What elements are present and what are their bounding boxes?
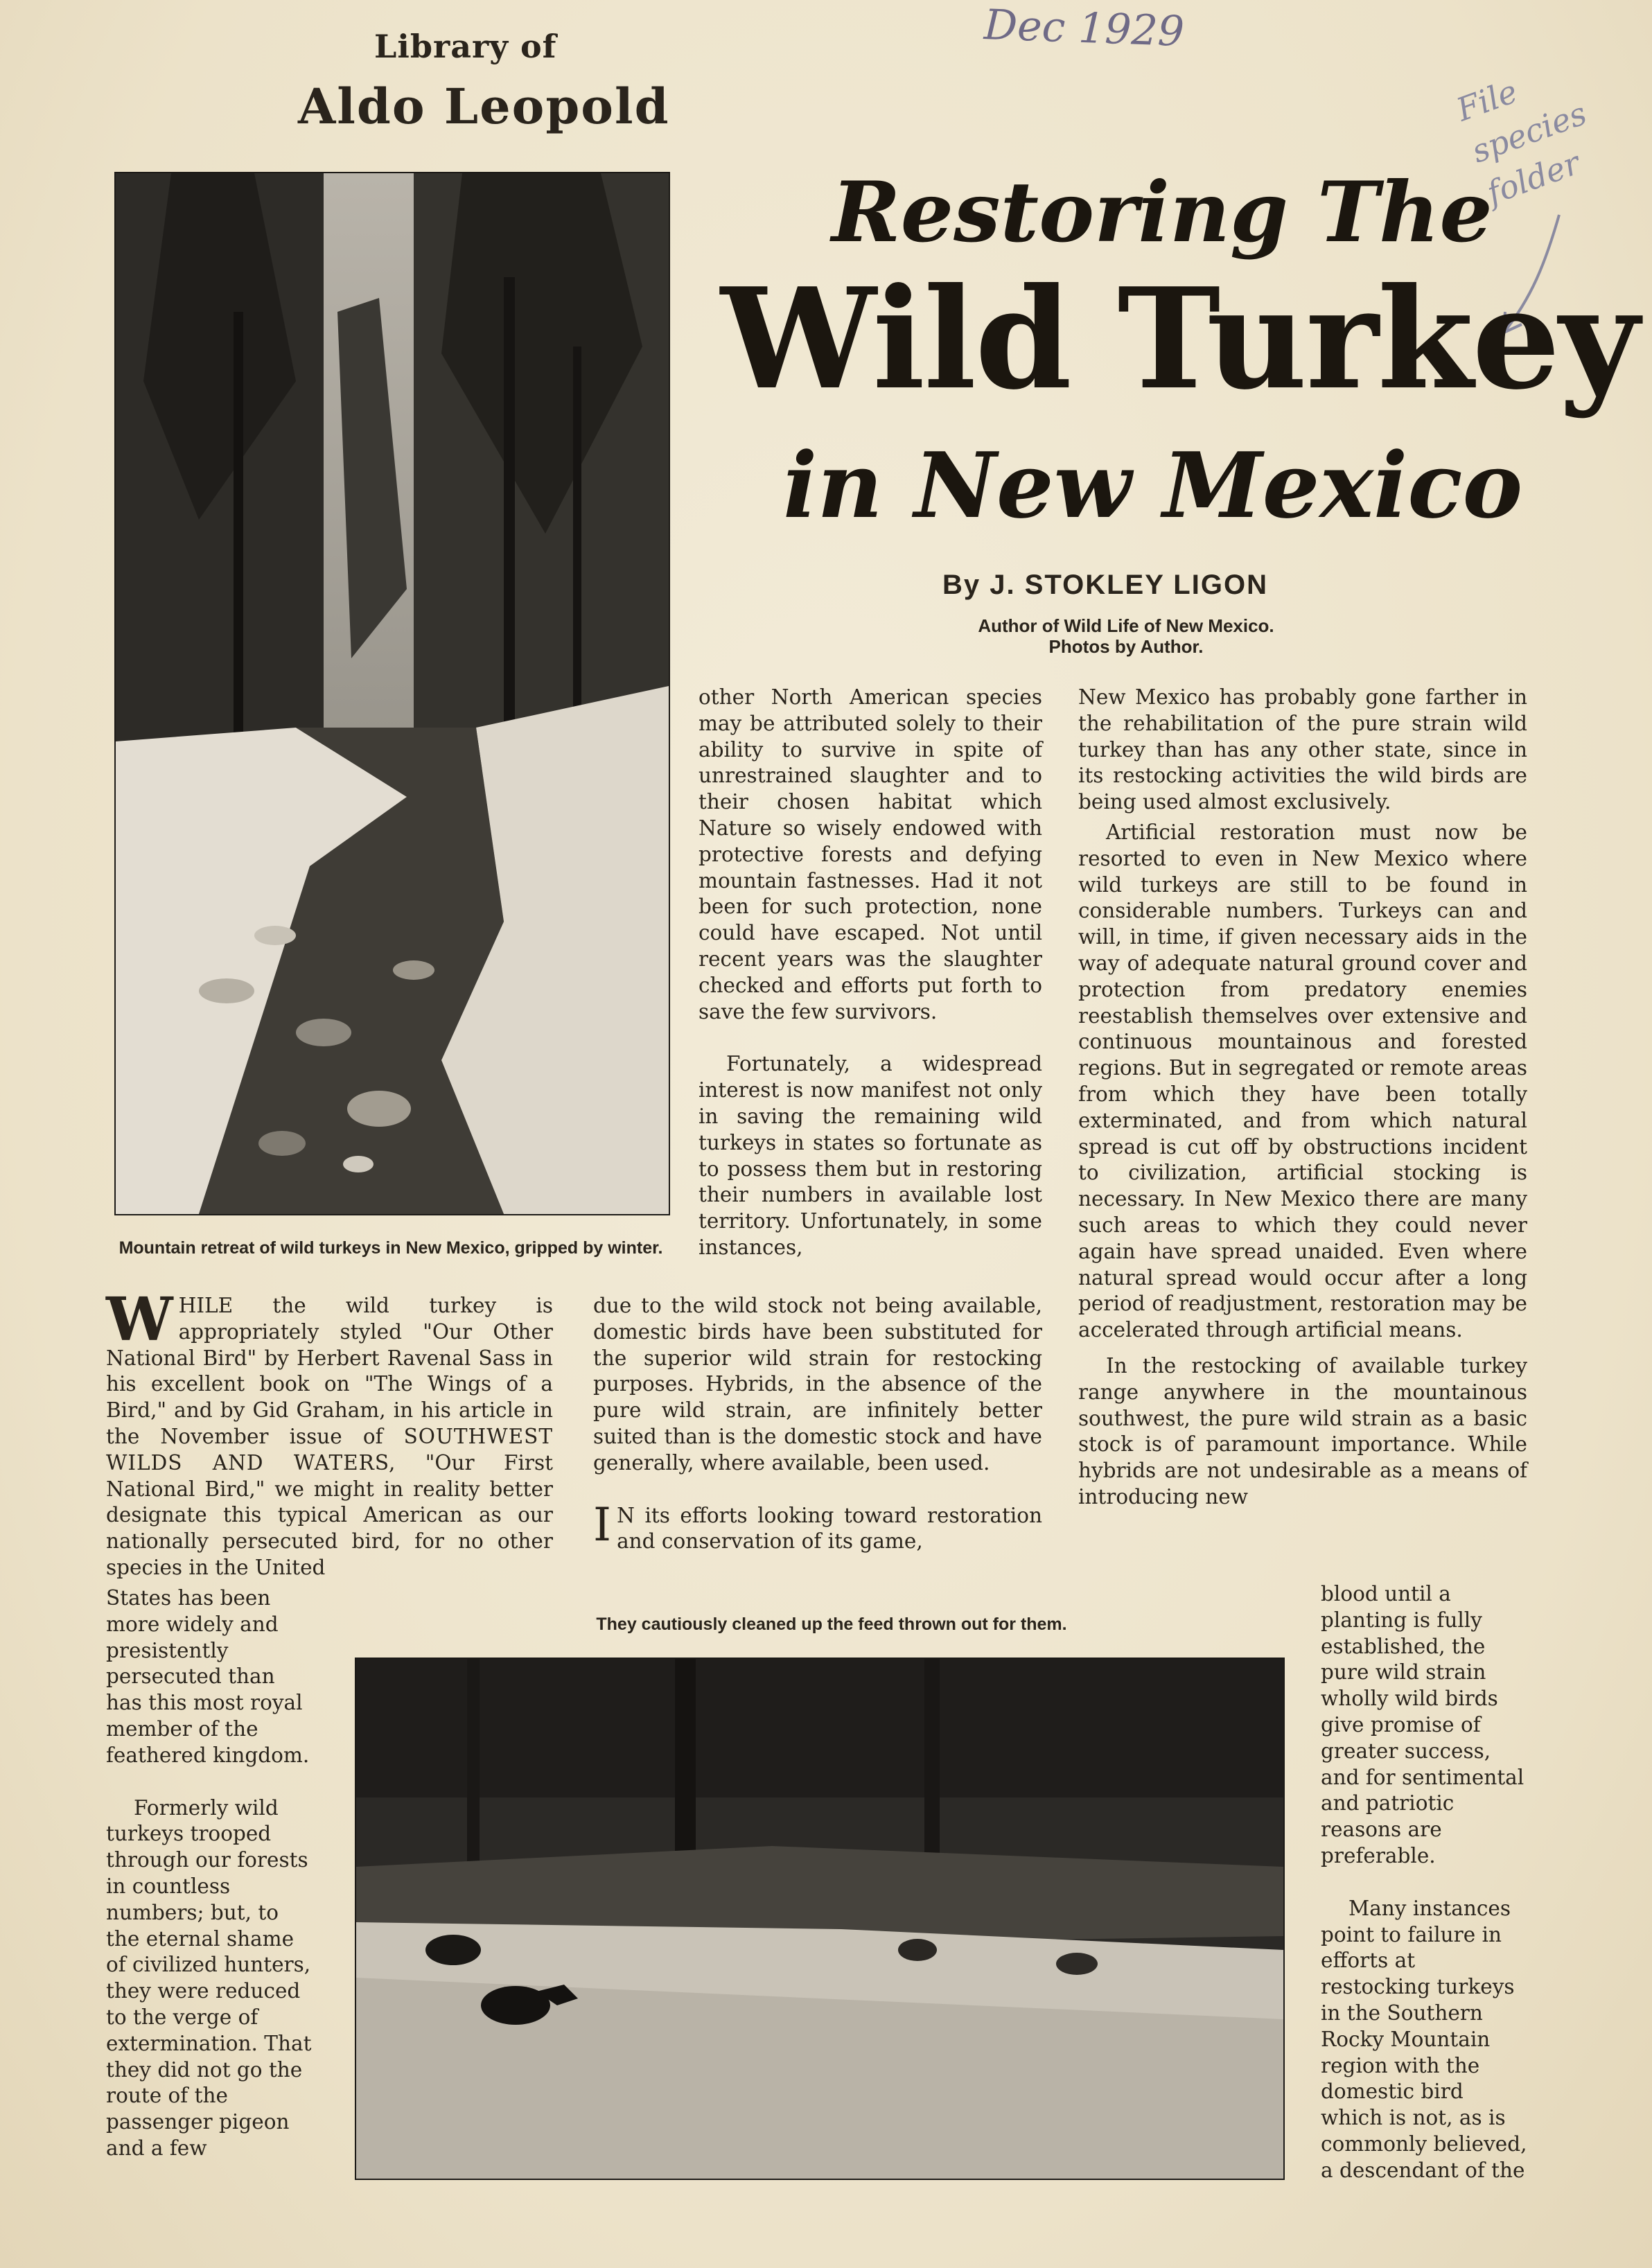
photo-caption-top: Mountain retreat of wild turkeys in New Mexico, gripped by winter. (118, 1238, 663, 1258)
photo-turkeys-feeding-image (356, 1659, 1283, 2179)
handwritten-note: File species folder (1451, 72, 1592, 212)
magazine-name: SOUTHWEST WILDS AND WATERS, (106, 1424, 553, 1475)
title-line-2: Wild Turkey (721, 258, 1638, 421)
article-column-right-narrow-paragraph-2: Many instances point to failure in efforts at restocking turkeys in the Southern Rocky Mountain region with the domestic bird which is not, as is commonly believed, a descendant of the (1321, 1896, 1527, 2182)
author-credit-line1: Author of Wild Life of New Mexico. (978, 615, 1274, 636)
photo-mountain-stream (114, 172, 670, 1215)
photo-mountain-stream-image (116, 173, 669, 1214)
article-column-b-paragraph-2: Artificial restoration must now be resorted to even in New Mexico where wild turkeys are still to be found in considerable numbers. Turkeys can and will, in time, if given necessary aids in the way of adequate natural ground cover and protection from predatory enemies reestablish themselves over extensive and continuous mountainous and forested regions. But in segregated or remote areas from which they have been totally exterminated, and from which natural spread is cut off by obstructions incident to civilization, artificial stocking is necessary. In New Mexico there are many such areas to which they could never again have spread unaided. Even where natural spread would occur after a long period of readjustment, restoration may be accelerated through artificial means. (1078, 820, 1527, 1342)
article-column-middle-paragraph-1: due to the wild stock not being available, domestic birds have been substituted for the superior wild strain for restocking purposes. Hybrids, in the absence of the pure wild strain, are infinitely better suited than is the domestic stock and have generally, where available, been used. (593, 1294, 1042, 1475)
article-column-left-narrow-paragraph-1: States has been more widely and presistently persecuted than has this most royal member of the feathered kingdom. (106, 1586, 310, 1767)
handwritten-date: Dec 1929 (983, 0, 1186, 57)
library-stamp-line2: Aldo Leopold (298, 78, 670, 135)
photo-turkeys-feeding (355, 1658, 1285, 2180)
author-credit-line2: Photos by Author. (1048, 636, 1204, 657)
article-column-left-text-b: "Our First National Bird," we might in reality better designate this typical American as our nationally persecuted bird, for no other species in the United (106, 1450, 553, 1579)
title-line-1: Restoring The (832, 164, 1493, 261)
article-column-a (698, 685, 1042, 1261)
article-column-left (106, 1285, 553, 1581)
article-column-b (1078, 685, 1527, 1511)
title-line-3: in New Mexico (783, 432, 1523, 538)
article-column-right-narrow (1321, 1581, 1527, 2184)
article-column-b-paragraph-3: In the restocking of available turkey range anywhere in the mountainous southwest, the pure wild strain as a basic stock is of paramount importance. While hybrids are not undesirable as a means of introducing new (1078, 1353, 1527, 1509)
article-column-a-paragraph-2: Fortunately, a widespread interest is now manifest not only in saving the remaining wild turkeys in states so fortunate as to possess them but in restoring their numbers in available lost territory. Unfortunately, in some instances, (698, 1052, 1042, 1259)
drop-cap-i: I (593, 1497, 612, 1551)
article-column-middle-text: N its efforts looking toward restoration and conservation of its game, (617, 1503, 1042, 1554)
article-column-right-narrow-paragraph-1: blood until a planting is fully established, the pure wild strain wholly wild birds give promise of greater success, and for sentimental and patriotic reasons are preferable. (1321, 1582, 1524, 1867)
article-column-middle (593, 1293, 1042, 1555)
article-column-left-text: HILE the wild turkey is appropriately styled "Our Other National Bird" by Herbert Ravenal Sass in his excellent book on "The Wings of a Bird," and by Gid Graham, in his article in the November issue of (106, 1294, 553, 1448)
article-column-b-paragraph-1: New Mexico has probably gone farther in the rehabilitation of the pure strain wild turkey than has any other state, since in its restocking activities the wild birds are being used almost exclusively. (1078, 685, 1527, 814)
article-column-left-narrow-paragraph-2: Formerly wild turkeys trooped through our forests in countless numbers; but, to the eternal shame of civilized hunters, they were reduced to the verge of extermination. That they did not go the route of the passenger pigeon and a few (106, 1795, 312, 2160)
article-column-left-paragraph-1 (106, 1285, 553, 1581)
drop-cap-w: W (106, 1285, 173, 1355)
article-column-a-paragraph-1: other North American species may be attributed solely to their ability to survive in spite of unrestrained slaughter and to their chosen habitat which Nature so wisely endowed with protective forests and defying mountain fastnesses. Had it not been for such protection, none could have escaped. Not until recent years was the slaughter checked and efforts put forth to save the few survivors. (698, 685, 1042, 1023)
byline: By J. STOKLEY LIGON (942, 570, 1268, 600)
article-column-middle-paragraph-2 (593, 1497, 1042, 1556)
library-stamp-line1: Library of (374, 28, 557, 65)
author-credit (935, 615, 1317, 657)
article-column-left-narrow (106, 1585, 314, 2162)
photo-caption-bottom: They cautiously cleaned up the feed thrown out for them. (596, 1615, 1067, 1634)
